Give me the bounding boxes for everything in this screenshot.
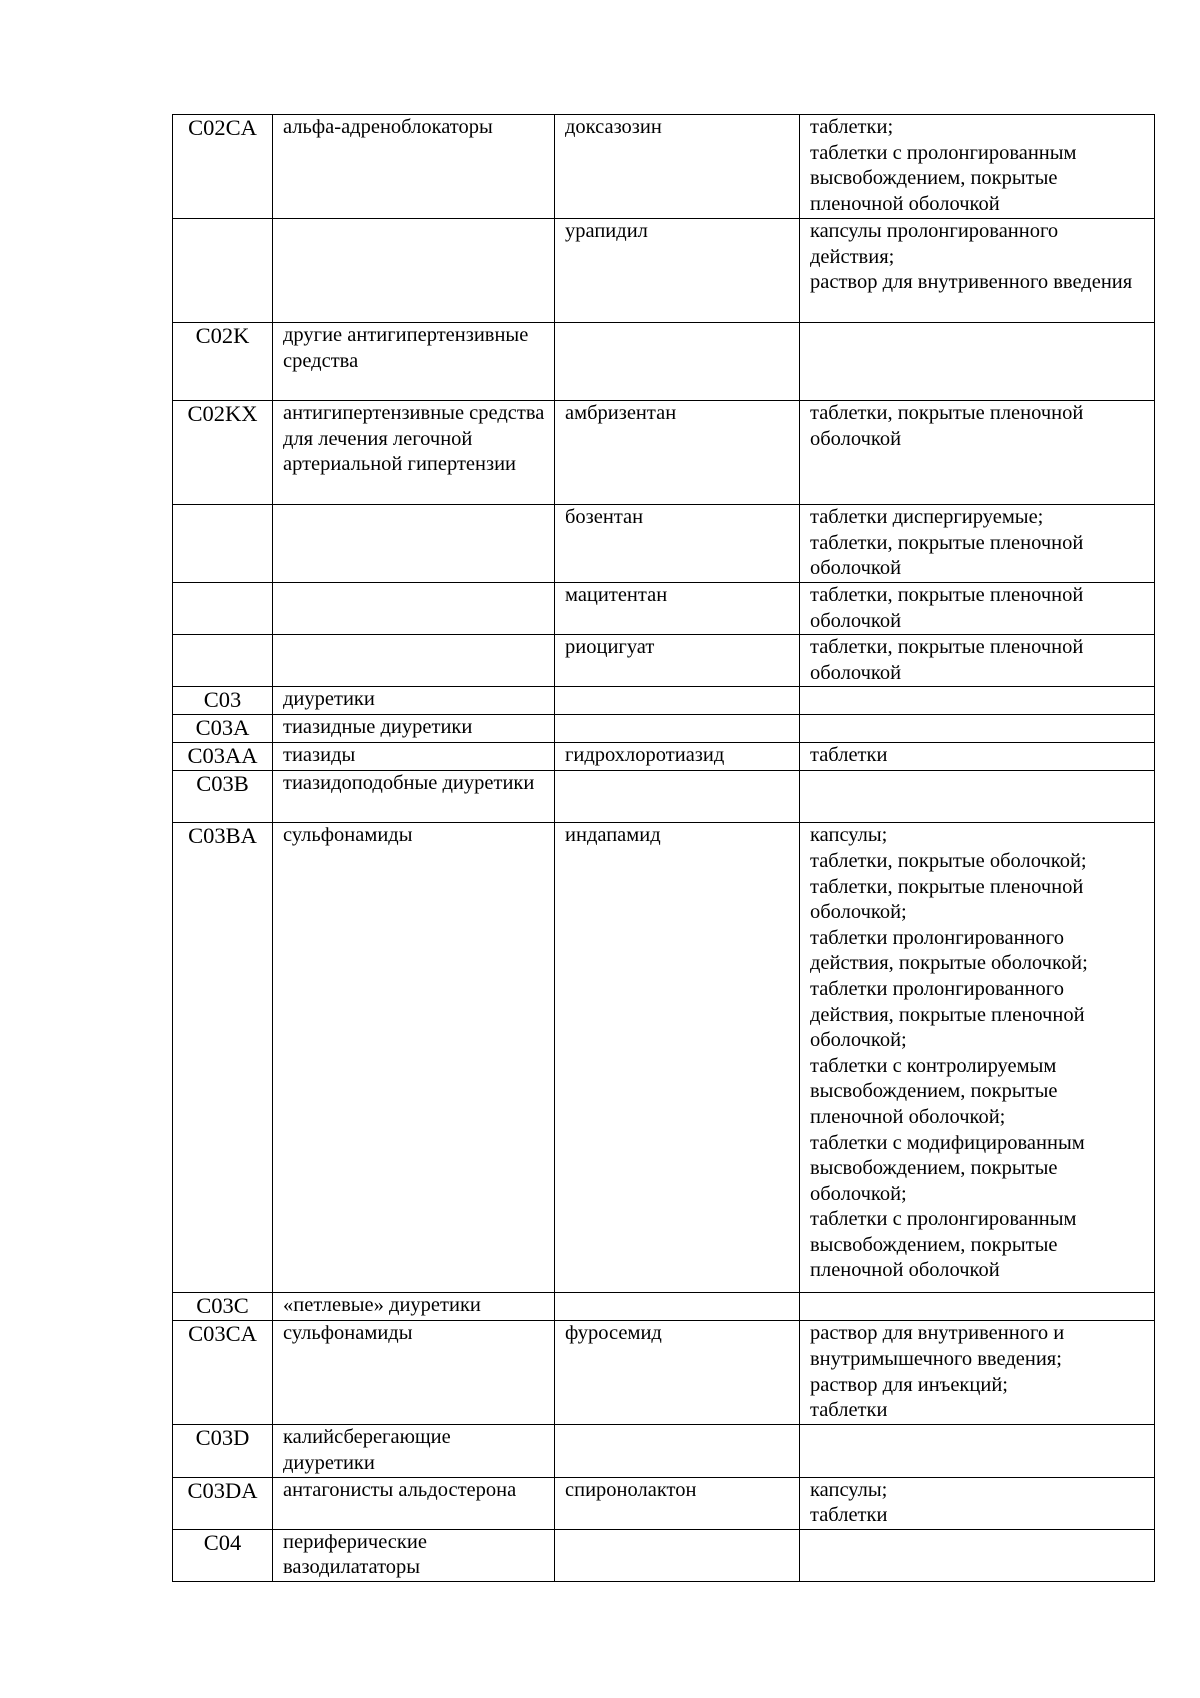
dosage-form-cell: таблетки диспергируемые; таблетки, покрытые пленочной оболочкой — [800, 505, 1155, 583]
atc-code-cell: C03BA — [173, 823, 273, 1293]
atc-code-cell: C03A — [173, 715, 273, 743]
atc-code-cell: C03DA — [173, 1477, 273, 1529]
pharmacological-group-cell: сульфонамиды — [273, 823, 555, 1293]
dosage-form-cell: таблетки, покрытые пленочной оболочкой — [800, 635, 1155, 687]
dosage-form-cell: таблетки, покрытые пленочной оболочкой — [800, 583, 1155, 635]
atc-code-cell: C02K — [173, 323, 273, 401]
pharmacological-group-cell: тиазидные диуретики — [273, 715, 555, 743]
drug-name-cell — [555, 771, 800, 823]
table-row — [173, 823, 1155, 1293]
pharmacological-group-cell: тиазидоподобные диуретики — [273, 771, 555, 823]
drug-name-cell — [555, 1293, 800, 1321]
pharmacological-group-cell — [273, 219, 555, 323]
atc-code-cell: C04 — [173, 1529, 273, 1581]
pharmacological-group-cell: сульфонамиды — [273, 1321, 555, 1425]
atc-code-cell — [173, 219, 273, 323]
drug-name-cell: урапидил — [555, 219, 800, 323]
table-row — [173, 115, 1155, 219]
atc-code-cell — [173, 583, 273, 635]
table-row — [173, 1529, 1155, 1581]
atc-code-cell: C02CA — [173, 115, 273, 219]
pharmacological-group-cell: диуретики — [273, 687, 555, 715]
pharmacological-group-cell: тиазиды — [273, 743, 555, 771]
atc-code-cell — [173, 635, 273, 687]
dosage-form-cell — [800, 771, 1155, 823]
dosage-form-cell: капсулы; таблетки — [800, 1477, 1155, 1529]
table-row — [173, 505, 1155, 583]
drug-name-cell — [555, 715, 800, 743]
drug-name-cell: индапамид — [555, 823, 800, 1293]
dosage-form-cell: таблетки, покрытые пленочной оболочкой — [800, 401, 1155, 505]
dosage-form-cell: раствор для внутривенного и внутримышечного введения; раствор для инъекций; таблетки — [800, 1321, 1155, 1425]
drug-name-cell: мацитентан — [555, 583, 800, 635]
drug-name-cell: доксазозин — [555, 115, 800, 219]
atc-code-cell: C03D — [173, 1425, 273, 1477]
table-row — [173, 583, 1155, 635]
table-row — [173, 219, 1155, 323]
pharmacological-group-cell — [273, 505, 555, 583]
dosage-form-cell — [800, 1293, 1155, 1321]
table-row — [173, 771, 1155, 823]
table-row — [173, 1293, 1155, 1321]
drug-name-cell: бозентан — [555, 505, 800, 583]
drug-name-cell: гидрохлоротиазид — [555, 743, 800, 771]
pharmacological-group-cell — [273, 635, 555, 687]
pharmacological-group-cell: альфа-адреноблокаторы — [273, 115, 555, 219]
drug-name-cell: спиронолактон — [555, 1477, 800, 1529]
table-row — [173, 687, 1155, 715]
table-row — [173, 715, 1155, 743]
drug-name-cell — [555, 1425, 800, 1477]
table-body — [173, 115, 1155, 1582]
drug-classification-table — [172, 114, 1155, 1582]
drug-name-cell: амбризентан — [555, 401, 800, 505]
atc-code-cell: C03B — [173, 771, 273, 823]
table-row — [173, 635, 1155, 687]
dosage-form-cell: таблетки; таблетки с пролонгированным высвобождением, покрытые пленочной оболочкой — [800, 115, 1155, 219]
pharmacological-group-cell: «петлевые» диуретики — [273, 1293, 555, 1321]
dosage-form-cell: капсулы; таблетки, покрытые оболочкой; таблетки, покрытые пленочной оболочкой; таблетки пролонгированного действия, покрытые оболочкой; таблетки пролонгированного действия, покрытые пленочной оболочкой; таблетки с контролируемым высвобождением, покрытые пленочной оболочкой; таблетки с модифицированным высвобождением, покрытые оболочкой; таблетки с пролонгированным высвобождением, покрытые пленочной оболочкой — [800, 823, 1155, 1293]
dosage-form-cell — [800, 715, 1155, 743]
dosage-form-cell — [800, 323, 1155, 401]
pharmacological-group-cell: другие антигипертензивные средства — [273, 323, 555, 401]
dosage-form-cell — [800, 1529, 1155, 1581]
drug-name-cell — [555, 1529, 800, 1581]
drug-name-cell: фуросемид — [555, 1321, 800, 1425]
table-row — [173, 1425, 1155, 1477]
dosage-form-cell — [800, 1425, 1155, 1477]
dosage-form-cell: таблетки — [800, 743, 1155, 771]
table-row — [173, 323, 1155, 401]
drug-name-cell: риоцигуат — [555, 635, 800, 687]
dosage-form-cell — [800, 687, 1155, 715]
pharmacological-group-cell: периферические вазодилататоры — [273, 1529, 555, 1581]
table-row — [173, 401, 1155, 505]
drug-name-cell — [555, 323, 800, 401]
pharmacological-group-cell: калийсберегающие диуретики — [273, 1425, 555, 1477]
dosage-form-cell: капсулы пролонгированного действия; раствор для внутривенного введения — [800, 219, 1155, 323]
atc-code-cell: C02KX — [173, 401, 273, 505]
atc-code-cell: C03 — [173, 687, 273, 715]
pharmacological-group-cell: антагонисты альдостерона — [273, 1477, 555, 1529]
drug-name-cell — [555, 687, 800, 715]
pharmacological-group-cell: антигипертензивные средства для лечения легочной артериальной гипертензии — [273, 401, 555, 505]
atc-code-cell: C03C — [173, 1293, 273, 1321]
pharmacological-group-cell — [273, 583, 555, 635]
atc-code-cell: C03AA — [173, 743, 273, 771]
table-row — [173, 1477, 1155, 1529]
atc-code-cell: C03CA — [173, 1321, 273, 1425]
table-row — [173, 743, 1155, 771]
atc-code-cell — [173, 505, 273, 583]
table-row — [173, 1321, 1155, 1425]
